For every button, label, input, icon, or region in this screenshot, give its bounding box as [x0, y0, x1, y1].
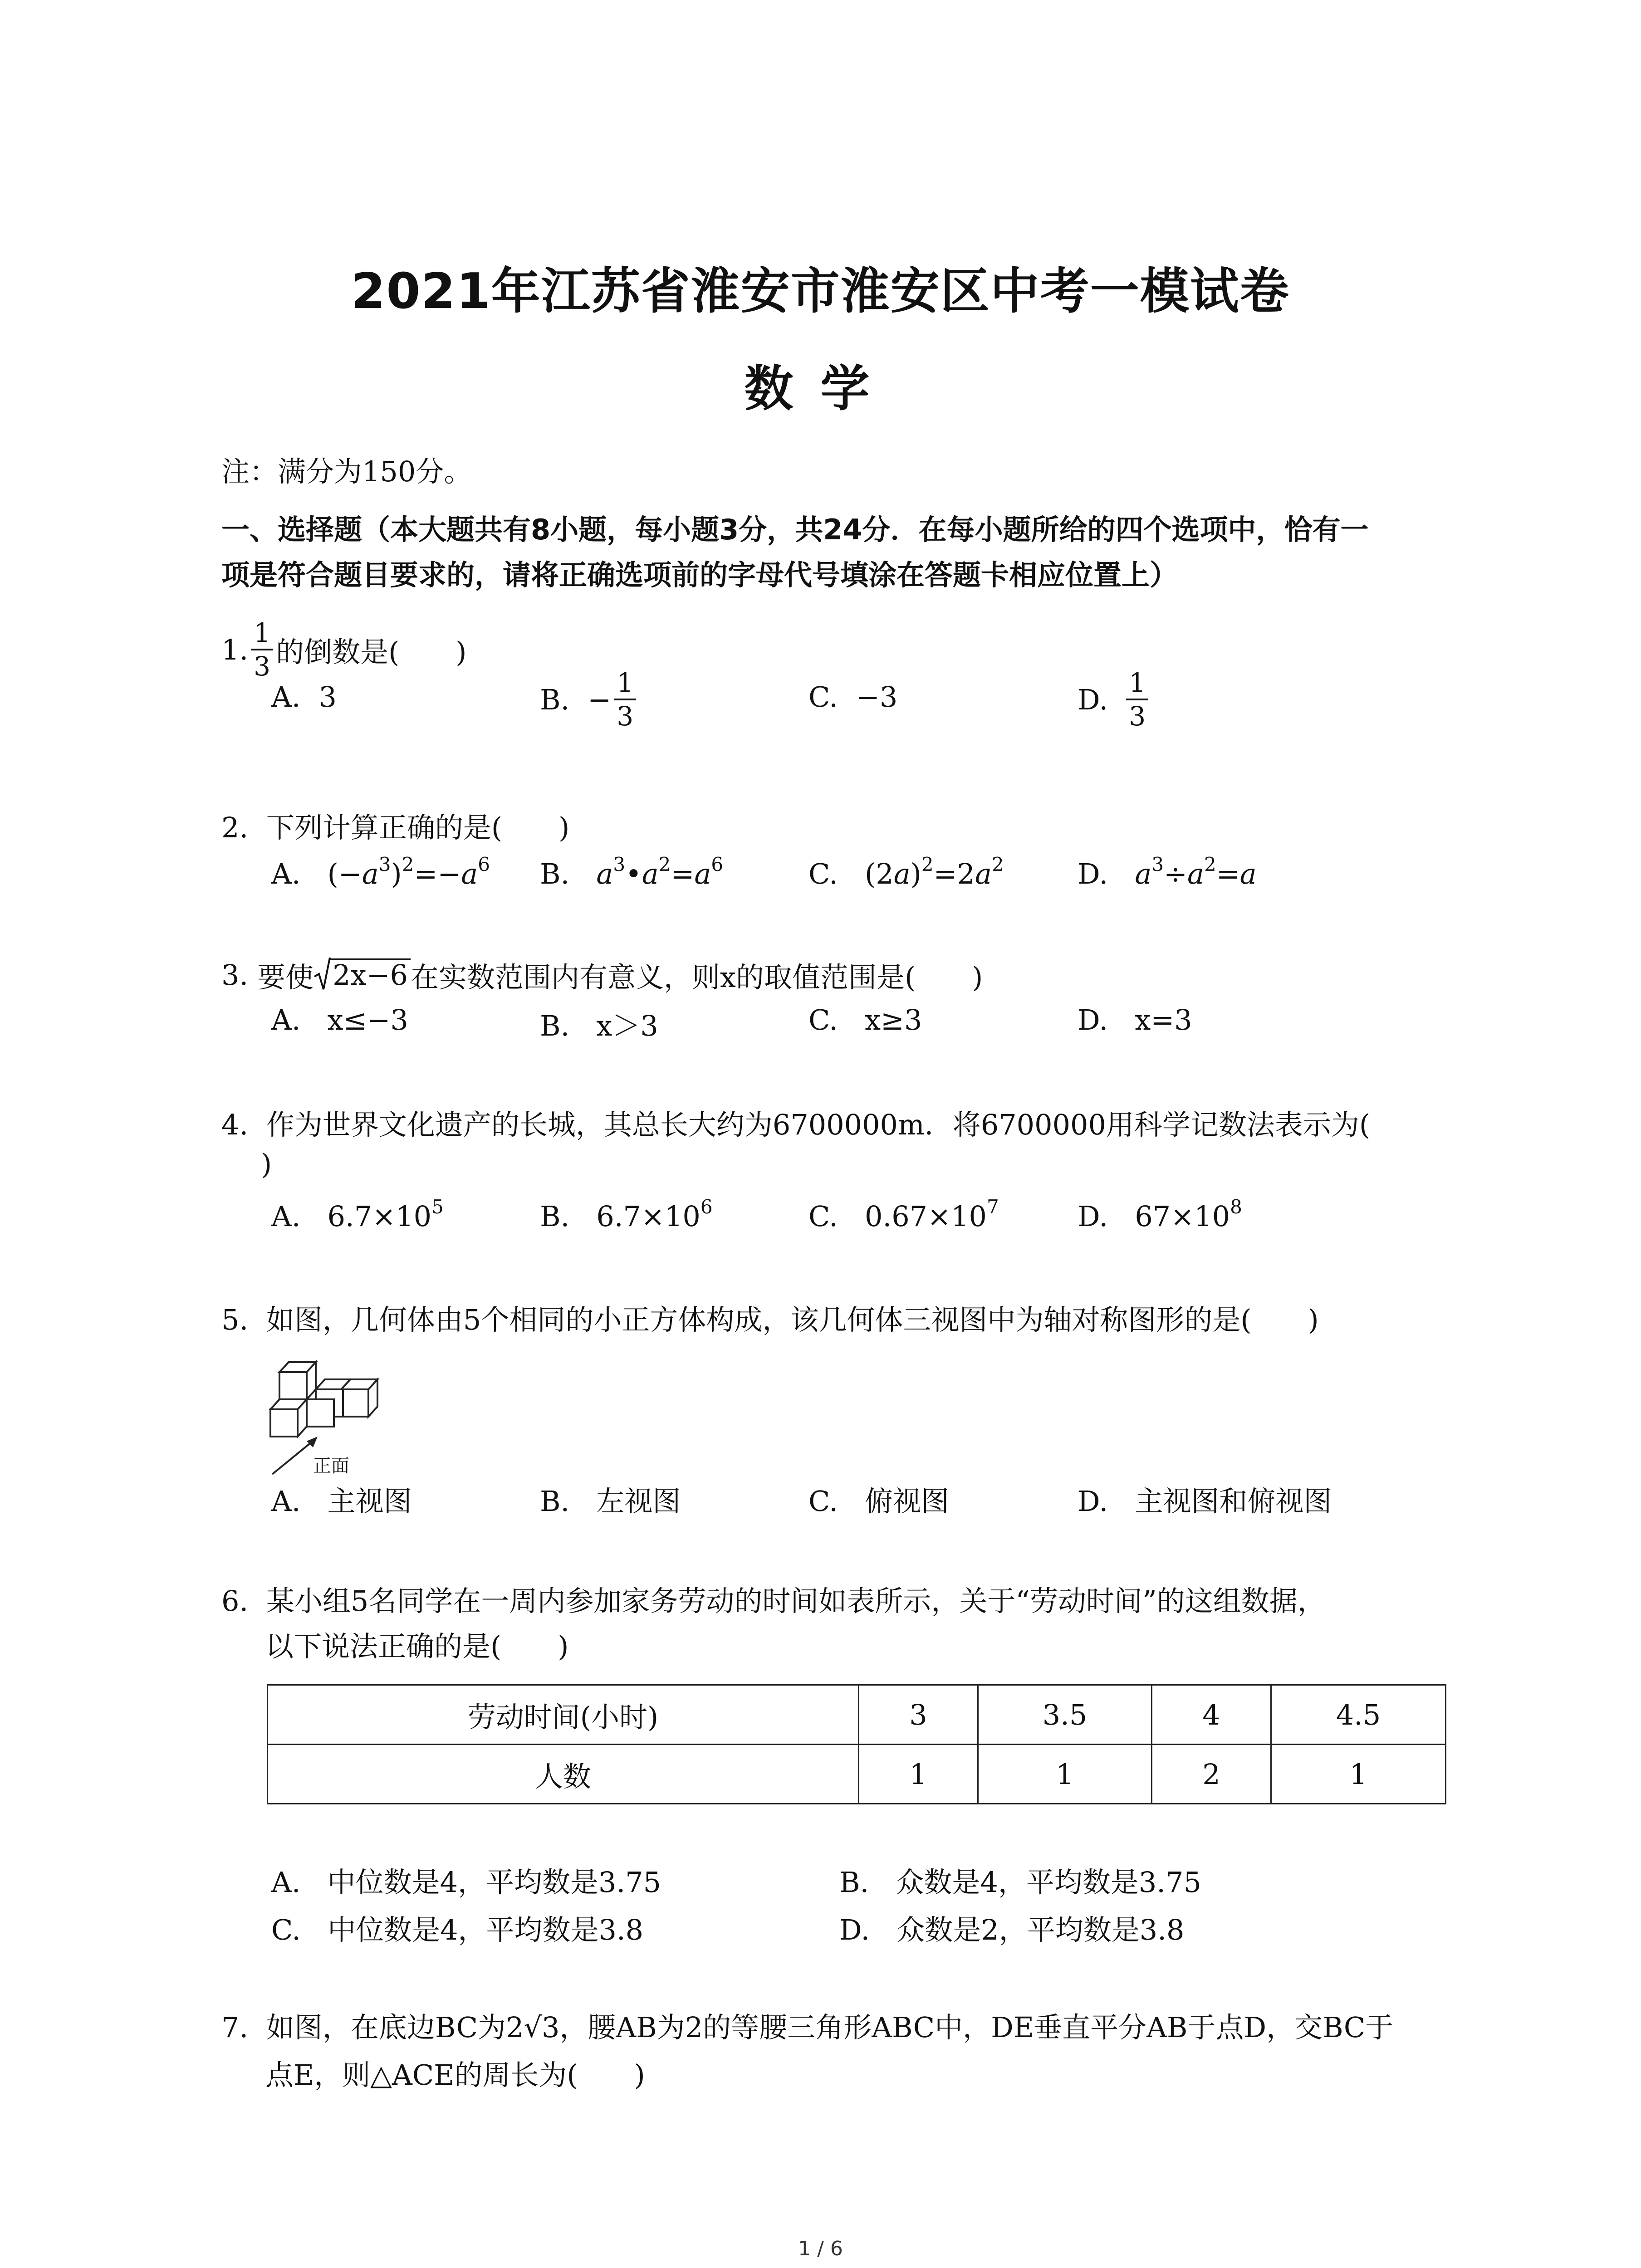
- fraction-one-third: [251, 617, 273, 682]
- question-stem: 的倒数是( ): [276, 635, 467, 669]
- question-3: [221, 955, 983, 995]
- table-row: [268, 1685, 1446, 1745]
- score-note: 注：满分为150分。: [221, 455, 472, 488]
- option-text: 中位数是4，平均数是3.75: [327, 1866, 661, 1899]
- q2-option-a[interactable]: A. $(-a^3)^2=-a^6$: [271, 853, 490, 890]
- option-text: 主视图: [327, 1485, 412, 1518]
- q5-option-b[interactable]: B. 左视图: [540, 1485, 681, 1518]
- q3-option-a[interactable]: A. x≤−3: [271, 1003, 408, 1036]
- question-stem: 某小组5名同学在一周内参加家务劳动的时间如表所示，关于“劳动时间”的这组数据，: [266, 1584, 1326, 1618]
- q3-option-c[interactable]: C. x≥3: [808, 1003, 922, 1036]
- radical-sign-icon: [314, 956, 332, 992]
- option-text: 俯视图: [865, 1485, 950, 1518]
- q5-option-d[interactable]: D. 主视图和俯视图: [1078, 1485, 1332, 1518]
- option-fraction: [614, 667, 636, 732]
- question-2: [221, 805, 569, 846]
- q4-option-d[interactable]: D. $67\times 10^8$: [1078, 1196, 1242, 1233]
- front-view-label: 正面: [313, 1456, 349, 1476]
- table-cell: 1: [859, 1745, 978, 1804]
- radicand: 2x−6: [330, 958, 411, 990]
- question-number: 4.: [221, 1108, 249, 1141]
- question-number: 3.: [221, 958, 249, 992]
- option-text: x≥3: [865, 1003, 922, 1036]
- labor-time-table: [267, 1684, 1446, 1804]
- table-cell: 3: [859, 1685, 978, 1745]
- q1-option-d[interactable]: [1078, 667, 1151, 732]
- option-letter: A.: [271, 680, 301, 714]
- question-stem: 作为世界文化遗产的长城，其总长大约为6700000m．将6700000用科学记数法表示为(: [266, 1108, 1371, 1141]
- option-text: −3: [856, 680, 898, 714]
- option-text: 主视图和俯视图: [1135, 1485, 1332, 1518]
- question-number: 7.: [221, 2011, 249, 2044]
- q3-option-b[interactable]: B. x＞3: [540, 1009, 658, 1042]
- exam-title: 2021年江苏省淮安市淮安区中考一模试卷: [351, 263, 1290, 320]
- fraction-numerator: 1: [614, 667, 636, 700]
- table-cell: 4: [1152, 1685, 1271, 1745]
- question-stem-continued: 以下说法正确的是( ): [265, 1630, 569, 1663]
- option-text: 众数是4，平均数是3.75: [896, 1866, 1201, 1899]
- q2-option-b[interactable]: B. $a^3•a^2=a^6$: [540, 853, 724, 890]
- question-5: [221, 1297, 1319, 1338]
- q6-option-d[interactable]: D. 众数是2，平均数是3.8: [839, 1913, 1185, 1946]
- question-number: 6.: [221, 1584, 249, 1618]
- table-cell: 3.5: [978, 1685, 1152, 1745]
- minus-sign: −: [588, 683, 612, 716]
- option-text: 众数是2，平均数是3.8: [896, 1913, 1185, 1946]
- page-number: 1 / 6: [798, 2237, 843, 2260]
- fraction-denominator: 3: [617, 701, 634, 732]
- table-row-header: 劳动时间(小时): [268, 1685, 859, 1745]
- q5-option-c[interactable]: C. 俯视图: [808, 1485, 950, 1518]
- q2-option-c[interactable]: C. $(2a)^2=2a^2$: [808, 853, 1004, 890]
- option-text: x≤−3: [327, 1003, 408, 1036]
- question-4: [221, 1102, 1370, 1143]
- option-letter: D.: [1078, 683, 1108, 716]
- subject-title: 数学: [744, 361, 897, 417]
- table-cell: 1: [1271, 1745, 1446, 1804]
- fraction-numerator: 1: [1126, 667, 1148, 700]
- q2-option-d[interactable]: D. $a^3\div a^2=a$: [1078, 853, 1257, 890]
- q4-option-c[interactable]: C. $0.67\times 10^7$: [808, 1196, 999, 1233]
- table-row: [268, 1745, 1446, 1804]
- question-stem: 下列计算正确的是( ): [266, 811, 570, 844]
- option-text: 3: [318, 680, 337, 714]
- table-cell: 2: [1152, 1745, 1271, 1804]
- q4-option-a[interactable]: A. $6.7\times 10^5$: [271, 1196, 444, 1233]
- question-stem: 如图，在底边BC为2√3，腰AB为2的等腰三角形ABC中，DE垂直平分AB于点D，交BC于: [266, 2011, 1394, 2044]
- question-7: [221, 2005, 1393, 2045]
- q1-option-a[interactable]: [271, 680, 337, 714]
- q3-option-d[interactable]: D. x=3: [1078, 1003, 1192, 1036]
- option-text: x=3: [1135, 1003, 1192, 1036]
- q6-option-b[interactable]: B. 众数是4，平均数是3.75: [839, 1866, 1201, 1899]
- table-cell: 4.5: [1271, 1685, 1446, 1745]
- option-text: 中位数是4，平均数是3.8: [328, 1913, 644, 1946]
- q5-option-a[interactable]: A. 主视图: [271, 1485, 412, 1518]
- option-letter: B.: [540, 683, 570, 716]
- section-header-line2: 项是符合题目要求的，请将正确选项前的字母代号填涂在答题卡相应位置上）: [221, 558, 1178, 591]
- square-root-expression: [314, 958, 411, 992]
- table-row-header: 人数: [268, 1745, 859, 1804]
- question-number: 2.: [221, 811, 249, 844]
- fraction-denominator: 3: [1129, 701, 1146, 732]
- option-fraction: [1126, 667, 1148, 732]
- q4-option-b[interactable]: B. $6.7\times 10^6$: [540, 1196, 713, 1233]
- q6-option-a[interactable]: A. 中位数是4，平均数是3.75: [271, 1866, 661, 1899]
- option-letter: C.: [808, 680, 838, 714]
- option-text: x＞3: [596, 1009, 658, 1042]
- question-stem-part2: 在实数范围内有意义，则x的取值范围是( ): [410, 961, 983, 994]
- q1-option-c[interactable]: [808, 680, 897, 714]
- table-cell: 1: [978, 1745, 1152, 1804]
- question-stem-continued: 点E，则△ACE的周长为( ): [265, 2058, 645, 2092]
- q6-option-c[interactable]: C. 中位数是4，平均数是3.8: [271, 1913, 644, 1946]
- option-text: 左视图: [596, 1485, 681, 1518]
- question-stem-continued: ): [261, 1148, 272, 1181]
- question-stem: 如图，几何体由5个相同的小正方体构成，该几何体三视图中为轴对称图形的是( ): [266, 1303, 1319, 1336]
- question-6: [221, 1579, 1326, 1619]
- fraction-numerator: 1: [251, 617, 273, 650]
- section-header-line1: 一、选择题（本大题共有8小题，每小题3分，共24分．在每小题所给的四个选项中，恰有一: [221, 513, 1369, 546]
- question-stem-part1: 要使: [257, 961, 314, 994]
- question-number: 1.: [221, 633, 249, 666]
- question-number: 5.: [221, 1303, 249, 1336]
- question-1: [221, 617, 466, 682]
- q1-option-b[interactable]: [540, 667, 639, 732]
- fraction-denominator: 3: [254, 651, 271, 682]
